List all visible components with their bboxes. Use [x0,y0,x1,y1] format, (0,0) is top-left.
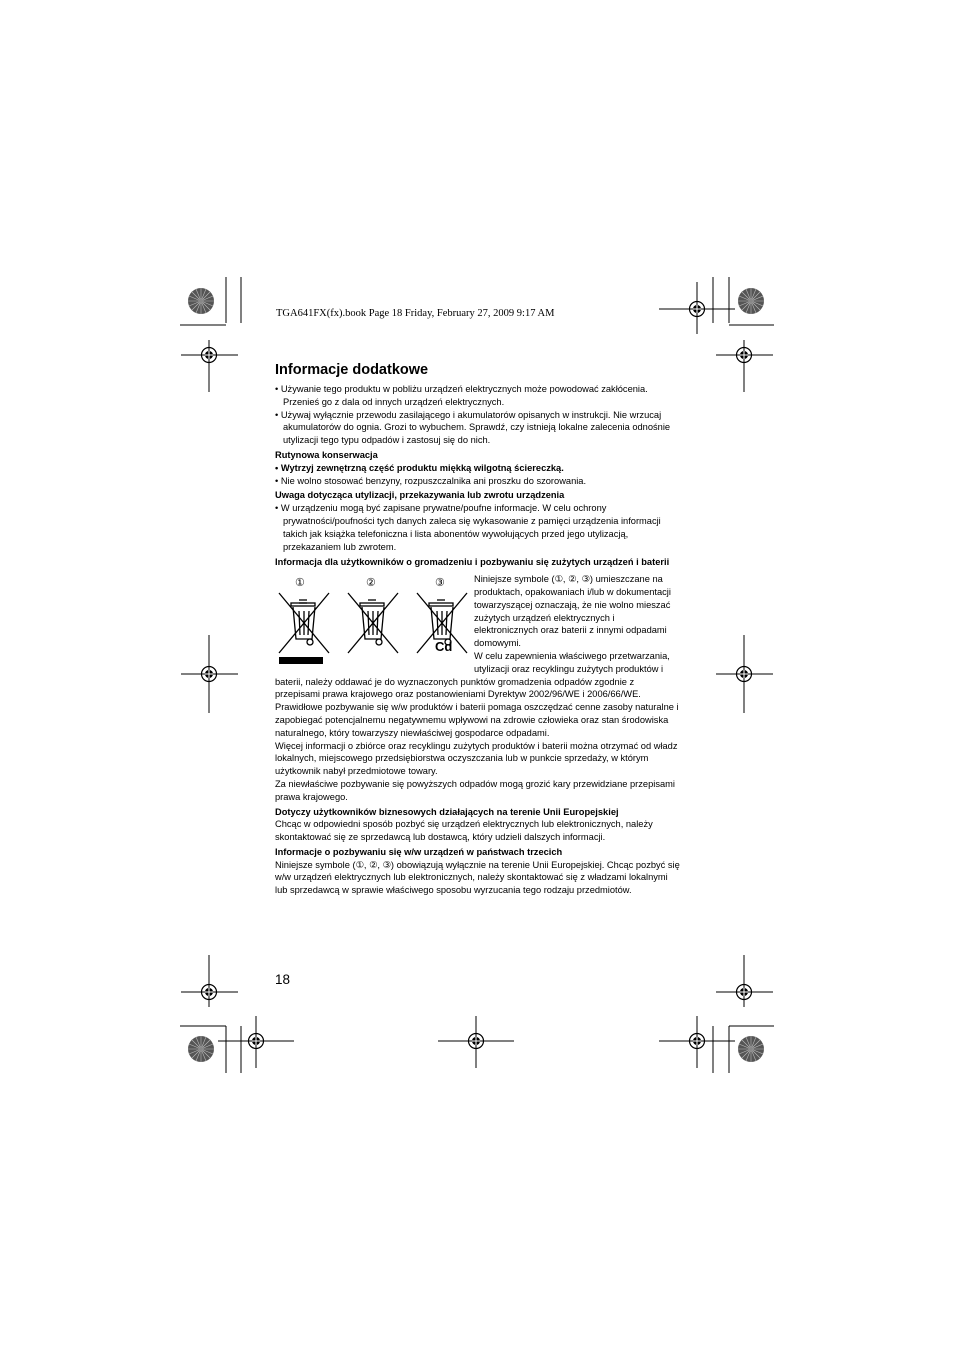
page-title: Informacje dodatkowe [275,362,429,378]
maintenance-bullet-solvents: • Nie wolno stosować benzyny, rozpuszczalnika ani proszku do szorowania. [275,475,587,486]
weee-paragraph-collection: W celu zapewnienia właściwego przetwarzania, utylizacji oraz recyklingu zużytych produktów i baterii, należy oddawać je do wyznaczonych punktów gromadzenia odpadów zgodnie z przepisami prawa krajowego oraz postanowieniami Dyrektyw 2002/96/WE i 2006/66/WE. [275,650,670,700]
symbol-label-1: ① [295,577,305,590]
weee-paragraph-symbols: Niniejsze symbole (①, ②, ③) umieszczane na produktach, opakowaniach i/lub w dokumentacji towarzyszącej oznaczają, że nie wolno mieszać zużytych urządzeń elektrycznych i elektronicznych oraz baterii z innymi odpadami domowymi. [474,574,671,649]
disposal-warning-heading: Uwaga dotycząca utylizacji, przekazywania lub zwrotu urządzenia [275,490,565,501]
page-number: 18 [275,972,291,987]
symbol-label-2: ② [366,577,376,590]
intro-bullet-batteries: • Używaj wyłącznie przewodu zasilającego i akumulatorów opisanych w instrukcji. Nie wrzucaj akumulatorów do ognia. Grozi to wybuchem. Sprawdź, czy istnieją lokalne zalecenia odnośnie utylizacji tego typu odpadów i zastosuj się do nich. [275,409,671,446]
disposal-warning-bullet: • W urządzeniu mogą być zapisane prywatne/poufne informacje. W celu ochrony prywatności/poufności tych danych zaleca się wykasowanie z pamięci urządzenia informacji takich jak książka telefoniczna i lista abonentów wywołujących przed jego utylizacją, przekazaniem lub zwrotem. [275,503,661,552]
page-content [275,361,681,897]
third-countries-text: Niniejsze symbole (①, ②, ③) obowiązują wyłącznie na terenie Unii Europejskiej. Chcąc pozbyć się w/w urządzeń elektrycznych lub elektronicznych, należy skontaktować się z władzami lokalnymi lub sprzedawcą w sprawie właściwego sposobu wyrzucania tego rodzaju przedmiotów. [275,859,680,896]
cd-label: Cd [435,639,453,655]
weee-paragraph-penalties: Za niewłaściwe pozbywanie się powyższych odpadów mogą grozić kary przewidziane przepisami prawa krajowego. [275,778,675,802]
intro-bullet-interference: • Używanie tego produktu w pobliżu urządzeń elektrycznych może powodować zakłócenia. Przenieś go z dala od innych urządzeń elektrycznych. [275,384,648,407]
crossed-bin-icon [346,591,402,657]
weee-paragraph-more-info: Więcej informacji o zbiórce oraz recyklingu zużytych produktów i baterii można otrzymać od władz lokalnych, miejscowego przedsiębiorstwa oczyszczania lub w punkcie sprzedaży, w którym użytkownik nabył przedmiotowe towary. [275,740,678,777]
print-header-line: TGA641FX(fx).book Page 18 Friday, February 27, 2009 9:17 AM [276,308,555,319]
third-countries-heading: Informacje o pozbywaniu się w/w urządzeń w państwach trzecich [275,846,563,857]
weee-symbols [275,573,473,673]
crossed-bin-icon [277,591,333,665]
user-info-heading: Informacja dla użytkowników o gromadzeniu i pozbywaniu się zużytych urządzeń i baterii [275,557,670,568]
business-text: Chcąc w odpowiedni sposób pozbyć się urządzeń elektrycznych lub elektronicznych, należy skontaktować się ze sprzedawcą lub dostawcą, który udzieli dalszych informacji. [275,819,653,843]
maintenance-bullet-wipe: • Wytrzyj zewnętrzną część produktu miękką wilgotną ściereczką. [275,462,564,473]
maintenance-heading: Rutynowa konserwacja [275,449,378,460]
weee-paragraph-resources: Prawidłowe pozbywanie się w/w produktów i baterii pomaga oszczędzać cenne zasoby naturalne i zapobiegać potencjalnemu negatywnemu wpływowi na zdrowie człowieka oraz stan środowiska naturalnego, który towarzyszy niewłaściwej gospodarce odpadami. [275,702,679,738]
symbol-label-3: ③ [435,577,445,590]
business-heading: Dotyczy użytkowników biznesowych działających na terenie Unii Europejskiej [275,806,619,817]
weee-section [275,573,681,701]
